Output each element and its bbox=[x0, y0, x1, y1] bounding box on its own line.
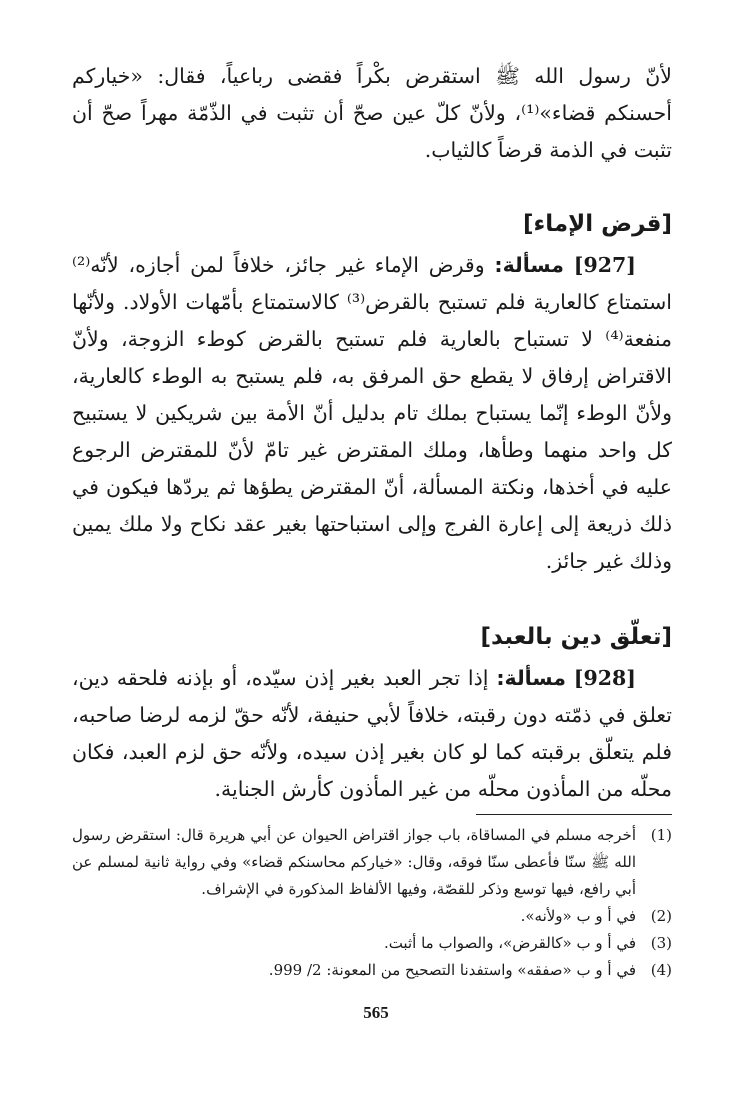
paragraph-intro: لأنّ رسول الله ﷺ استقرض بكْراً فقضى رباعياً، فقال: «خياركم أحسنكم قضاء»⁽¹⁾، ولأنّ كلّ عين صحّ أن تثبت في الذّمّة مهراً صحّ أن تثبت في الذمة قرضاً كالثياب. bbox=[72, 64, 672, 162]
footnote-text: في أ و ب «كالقرض»، والصواب ما أثبت. bbox=[383, 934, 636, 952]
page-body bbox=[72, 58, 672, 808]
footnote-divider bbox=[476, 814, 672, 815]
footnote bbox=[72, 903, 672, 930]
footnote bbox=[72, 957, 672, 984]
footnote-number: (2) bbox=[650, 907, 672, 925]
issue-label: مسألة: bbox=[494, 253, 564, 277]
footnote bbox=[72, 930, 672, 957]
issue-927 bbox=[72, 247, 672, 580]
footnote-text: أخرجه مسلم في المساقاة، باب جواز اقتراض الحيوان عن أبي هريرة قال: استقرض رسول الله ﷺ سنّا فأعطى سنّا فوقه، وقال: «خياركم محاسنكم قضاء» وفي رواية ثانية لمسلم عن أبي رافع، فيها توسع وذكر للقصّة، وفيها الألفاظ المذكورة في الإشراف. bbox=[72, 826, 636, 898]
issue-928 bbox=[72, 660, 672, 808]
footnote-text: في أ و ب «ولأنه». bbox=[520, 907, 636, 925]
page-number: 565 bbox=[363, 1003, 389, 1022]
footnote-text: في أ و ب «صفقه» واستفدنا التصحيح من المعونة: 2/ 999. bbox=[268, 961, 636, 979]
issue-number: [928] bbox=[573, 666, 636, 690]
footnotes bbox=[72, 822, 672, 984]
issue-text: وقرض الإماء غير جائز، خلافاً لمن أجازه، لأنّه⁽²⁾ استمتاع كالعارية فلم تستبح بالقرض⁽³⁾ كالاستمتاع بأمّهات الأولاد. ولأنّها منفعة⁽⁴⁾ لا تستباح بالعارية فلم تستبح بالقرض كوطء الزوجة، ولأنّ الاقتراض إرفاق لا يقطع حق المرفق به، فلم يستبح به الوطء كالعارية، ولأنّ الوطء إنّما يستباح بملك تام بدليل أنّ الأمة بين شريكين لا يستبيح كل واحد منهما وطأها، وملك المقترض غير تامّ لأنّ للمقترض الرجوع عليه في أخذها، ونكتة المسألة، أنّ المقترض يطؤها ثم يردّها فيكون في ذلك ذريعة إلى إعارة الفرج وإلى استباحتها بغير عقد نكاح ولا ملك يمين وذلك غير جائز. bbox=[72, 253, 672, 573]
footnote-number: (3) bbox=[650, 934, 672, 952]
section-heading-slave-debt: [تعلّق دين بالعبد] bbox=[480, 624, 672, 650]
footnote-number: (4) bbox=[650, 961, 672, 979]
issue-label: مسألة: bbox=[496, 666, 566, 690]
issue-text: إذا تجر العبد بغير إذن سيّده، أو بإذنه فلحقه دين، تعلق في ذمّته دون رقبته، خلافاً لأبي حنيفة، لأنّه حقّ لزمه لرضا صاحبه، فلم يتعلّق برقبته كما لو كان بغير إذن سيده، ولأنّه حق لزم العبد، فكان محلّه من المأذون محلّه من غير المأذون كأرش الجناية. bbox=[72, 666, 672, 801]
footnote bbox=[72, 822, 672, 903]
section-heading-loan-of-slave-women: [قرض الإماء] bbox=[523, 211, 672, 237]
issue-number: [927] bbox=[573, 253, 636, 277]
footnote-number: (1) bbox=[650, 826, 672, 844]
